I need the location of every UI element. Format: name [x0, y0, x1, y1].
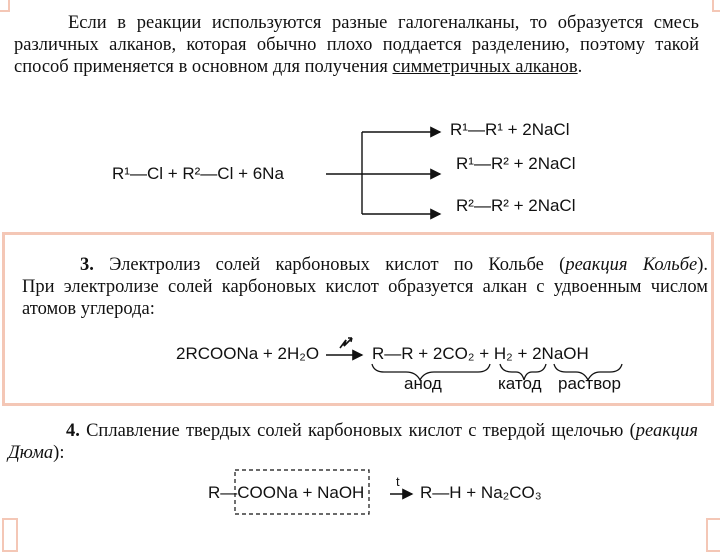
- dumas-condition: t: [396, 474, 400, 489]
- wurtz-reactants: R¹—Cl + R²—Cl + 6Na: [112, 164, 284, 183]
- dumas-heading: [8, 420, 698, 464]
- kolbe-title: Электролиз солей карбоновых кислот по Кольбе (: [93, 255, 566, 275]
- wurtz-product-2: R¹—R² + 2NaCl: [456, 154, 576, 173]
- kolbe-number: 3.: [80, 255, 94, 275]
- dumas-title: Сплавление твердых солей карбоновых кислот с твердой щелочью (: [79, 421, 636, 441]
- kolbe-heading: [22, 254, 708, 276]
- kolbe-body: При электролизе солей карбоновых кислот образуется алкан с удвоенным числом атомов углерода:: [22, 277, 708, 319]
- intro-underlined-text: симметричных алканов: [392, 57, 578, 77]
- label-cathode: катод: [498, 374, 542, 393]
- wurtz-product-3: R²—R² + 2NaCl: [456, 196, 576, 215]
- label-solution: раствор: [558, 374, 621, 393]
- dumas-products: R—H + Na₂CO₃: [420, 483, 542, 502]
- intro-text: Если в реакции используются разные галогеналканы, то образуется смесь различных алканов, которая обычно плохо поддается разделению, поэтому такой способ применяется в основном для получения: [14, 13, 699, 77]
- dumas-number: 4.: [66, 421, 80, 441]
- dumas-title-end: ):: [53, 443, 65, 463]
- dumas-reactants: R—COONa + NaOH: [208, 483, 365, 502]
- kolbe-title-end: ).: [697, 255, 709, 275]
- kolbe-products: R—R + 2CO₂ + H₂ + 2NaOH: [372, 344, 589, 363]
- intro-end: .: [577, 57, 583, 77]
- wurtz-product-1: R¹—R¹ + 2NaCl: [450, 120, 570, 139]
- kolbe-reactants: 2RCOONa + 2H₂O: [176, 344, 320, 363]
- label-anode: анод: [404, 374, 442, 393]
- dumas-title-italic: реакция Дюма: [8, 421, 698, 463]
- kolbe-title-italic: реакция Кольбе: [565, 255, 698, 275]
